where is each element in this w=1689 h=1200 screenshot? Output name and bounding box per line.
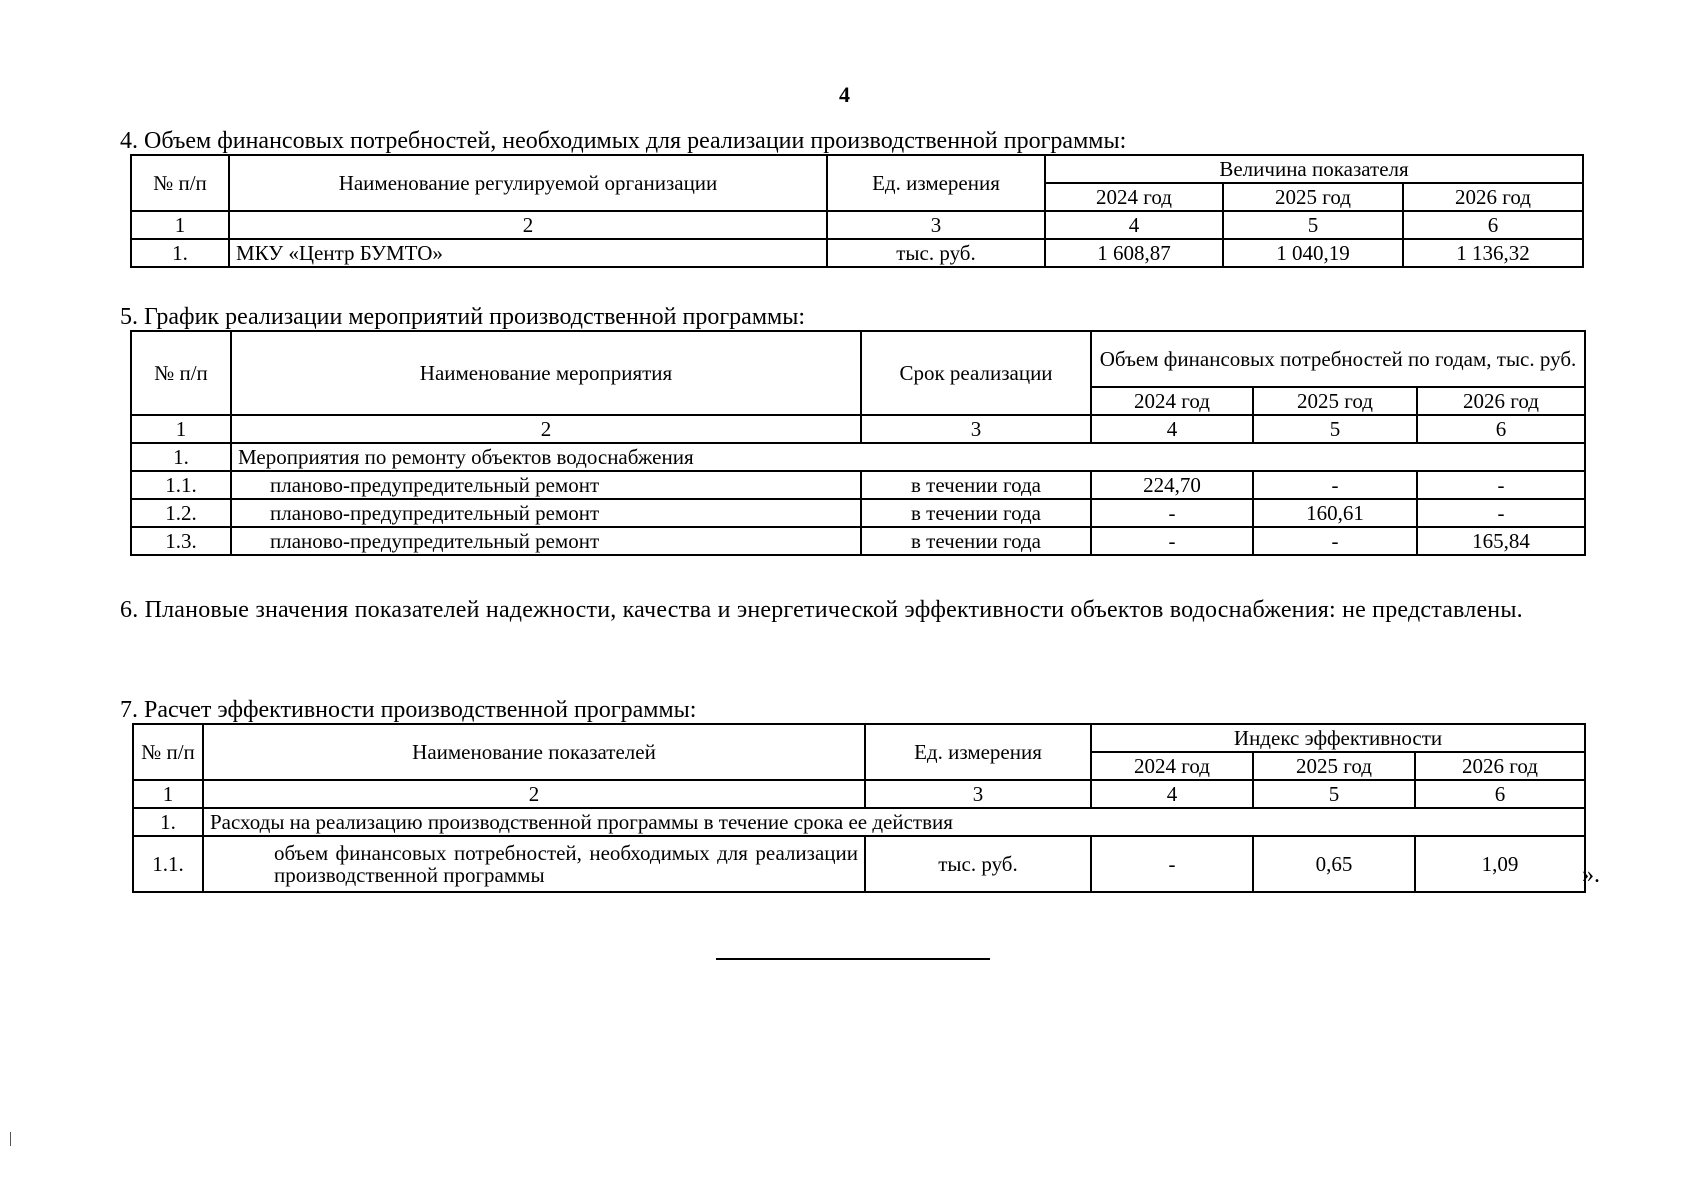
row-value-2024: - [1091,836,1253,892]
page-number: 4 [839,82,850,107]
group-row-num: 1. [133,808,203,836]
table-efficiency [132,723,1586,893]
index-cell: 5 [1223,211,1403,239]
table-row [131,527,1585,555]
index-cell: 3 [827,211,1045,239]
row-num: 1.2. [131,499,231,527]
row-value-2024: 1 608,87 [1045,239,1223,267]
row-value-2025: - [1253,471,1417,499]
row-value-2025: 0,65 [1253,836,1415,892]
table-row [131,471,1585,499]
header-year-2025: 2025 год [1253,752,1415,780]
row-event-name: планово-предупредительный ремонт [231,499,861,527]
row-value-2025: 160,61 [1253,499,1417,527]
row-value-2026: - [1417,499,1585,527]
row-term: в течении года [861,527,1091,555]
group-row-num: 1. [131,443,231,471]
header-year-2024: 2024 год [1091,387,1253,415]
row-value-2024: 224,70 [1091,471,1253,499]
row-value-2026: 1 136,32 [1403,239,1583,267]
index-cell: 6 [1417,415,1585,443]
table-financial-needs [130,154,1584,268]
row-value-2026: 165,84 [1417,527,1585,555]
row-unit: тыс. руб. [827,239,1045,267]
index-cell: 3 [865,780,1091,808]
header-num: № п/п [131,155,229,211]
header-year-2025: 2025 год [1253,387,1417,415]
section-4-title: 4. Объем финансовых потребностей, необходимых для реализации производственной программы: [120,128,1127,154]
scan-margin-mark [10,1132,11,1146]
header-year-2026: 2026 год [1417,387,1585,415]
index-cell: 2 [231,415,861,443]
header-year-2024: 2024 год [1045,183,1223,211]
table-row [133,836,1585,892]
index-cell: 4 [1091,780,1253,808]
section-5-title: 5. График реализации мероприятий производственной программы: [120,304,805,330]
index-cell: 3 [861,415,1091,443]
group-row-label: Расходы на реализацию производственной программы в течение срока ее действия [203,808,1585,836]
index-cell: 2 [203,780,865,808]
row-event-name: планово-предупредительный ремонт [231,471,861,499]
header-year-2026: 2026 год [1415,752,1585,780]
closing-quote: ». [1582,862,1600,888]
header-event-name: Наименование мероприятия [231,331,861,415]
index-cell: 5 [1253,780,1415,808]
row-num: 1.1. [133,836,203,892]
row-num: 1.3. [131,527,231,555]
row-value-2025: 1 040,19 [1223,239,1403,267]
index-cell: 1 [133,780,203,808]
table-row [131,239,1583,267]
header-group-efficiency: Индекс эффективности [1091,724,1585,752]
header-year-2024: 2024 год [1091,752,1253,780]
index-row [133,780,1585,808]
index-row [131,415,1585,443]
row-value-2024: - [1091,499,1253,527]
row-value-2024: - [1091,527,1253,555]
row-term: в течении года [861,499,1091,527]
header-group-value: Величина показателя [1045,155,1583,183]
index-cell: 6 [1403,211,1583,239]
row-indicator-name: объем финансовых потребностей, необходимых для реализации производственной программы [203,836,865,892]
index-cell: 5 [1253,415,1417,443]
index-cell: 1 [131,211,229,239]
header-org-name: Наименование регулируемой организации [229,155,827,211]
header-year-2026: 2026 год [1403,183,1583,211]
row-num: 1.1. [131,471,231,499]
row-value-2026: - [1417,471,1585,499]
group-row [133,808,1585,836]
table-schedule [130,330,1586,556]
header-group-financial: Объем финансовых потребностей по годам, тыс. руб. [1091,331,1585,387]
index-cell: 4 [1045,211,1223,239]
row-unit: тыс. руб. [865,836,1091,892]
header-year-2025: 2025 год [1223,183,1403,211]
index-cell: 1 [131,415,231,443]
row-event-name: планово-предупредительный ремонт [231,527,861,555]
row-term: в течении года [861,471,1091,499]
header-unit: Ед. измерения [827,155,1045,211]
row-org-name: МКУ «Центр БУМТО» [229,239,827,267]
footer-rule [716,958,990,960]
header-num: № п/п [131,331,231,415]
header-num: № п/п [133,724,203,780]
header-unit: Ед. измерения [865,724,1091,780]
group-row-label: Мероприятия по ремонту объектов водоснабжения [231,443,1585,471]
index-cell: 4 [1091,415,1253,443]
row-value-2026: 1,09 [1415,836,1585,892]
section-6-text: 6. Плановые значения показателей надежности, качества и энергетической эффективности объектов водоснабжения: не представлены. [120,597,1523,623]
table-row [131,499,1585,527]
header-term: Срок реализации [861,331,1091,415]
section-7-title: 7. Расчет эффективности производственной программы: [120,697,697,723]
index-row [131,211,1583,239]
index-cell: 6 [1415,780,1585,808]
index-cell: 2 [229,211,827,239]
row-num: 1. [131,239,229,267]
group-row [131,443,1585,471]
row-value-2025: - [1253,527,1417,555]
header-indicator-name: Наименование показателей [203,724,865,780]
